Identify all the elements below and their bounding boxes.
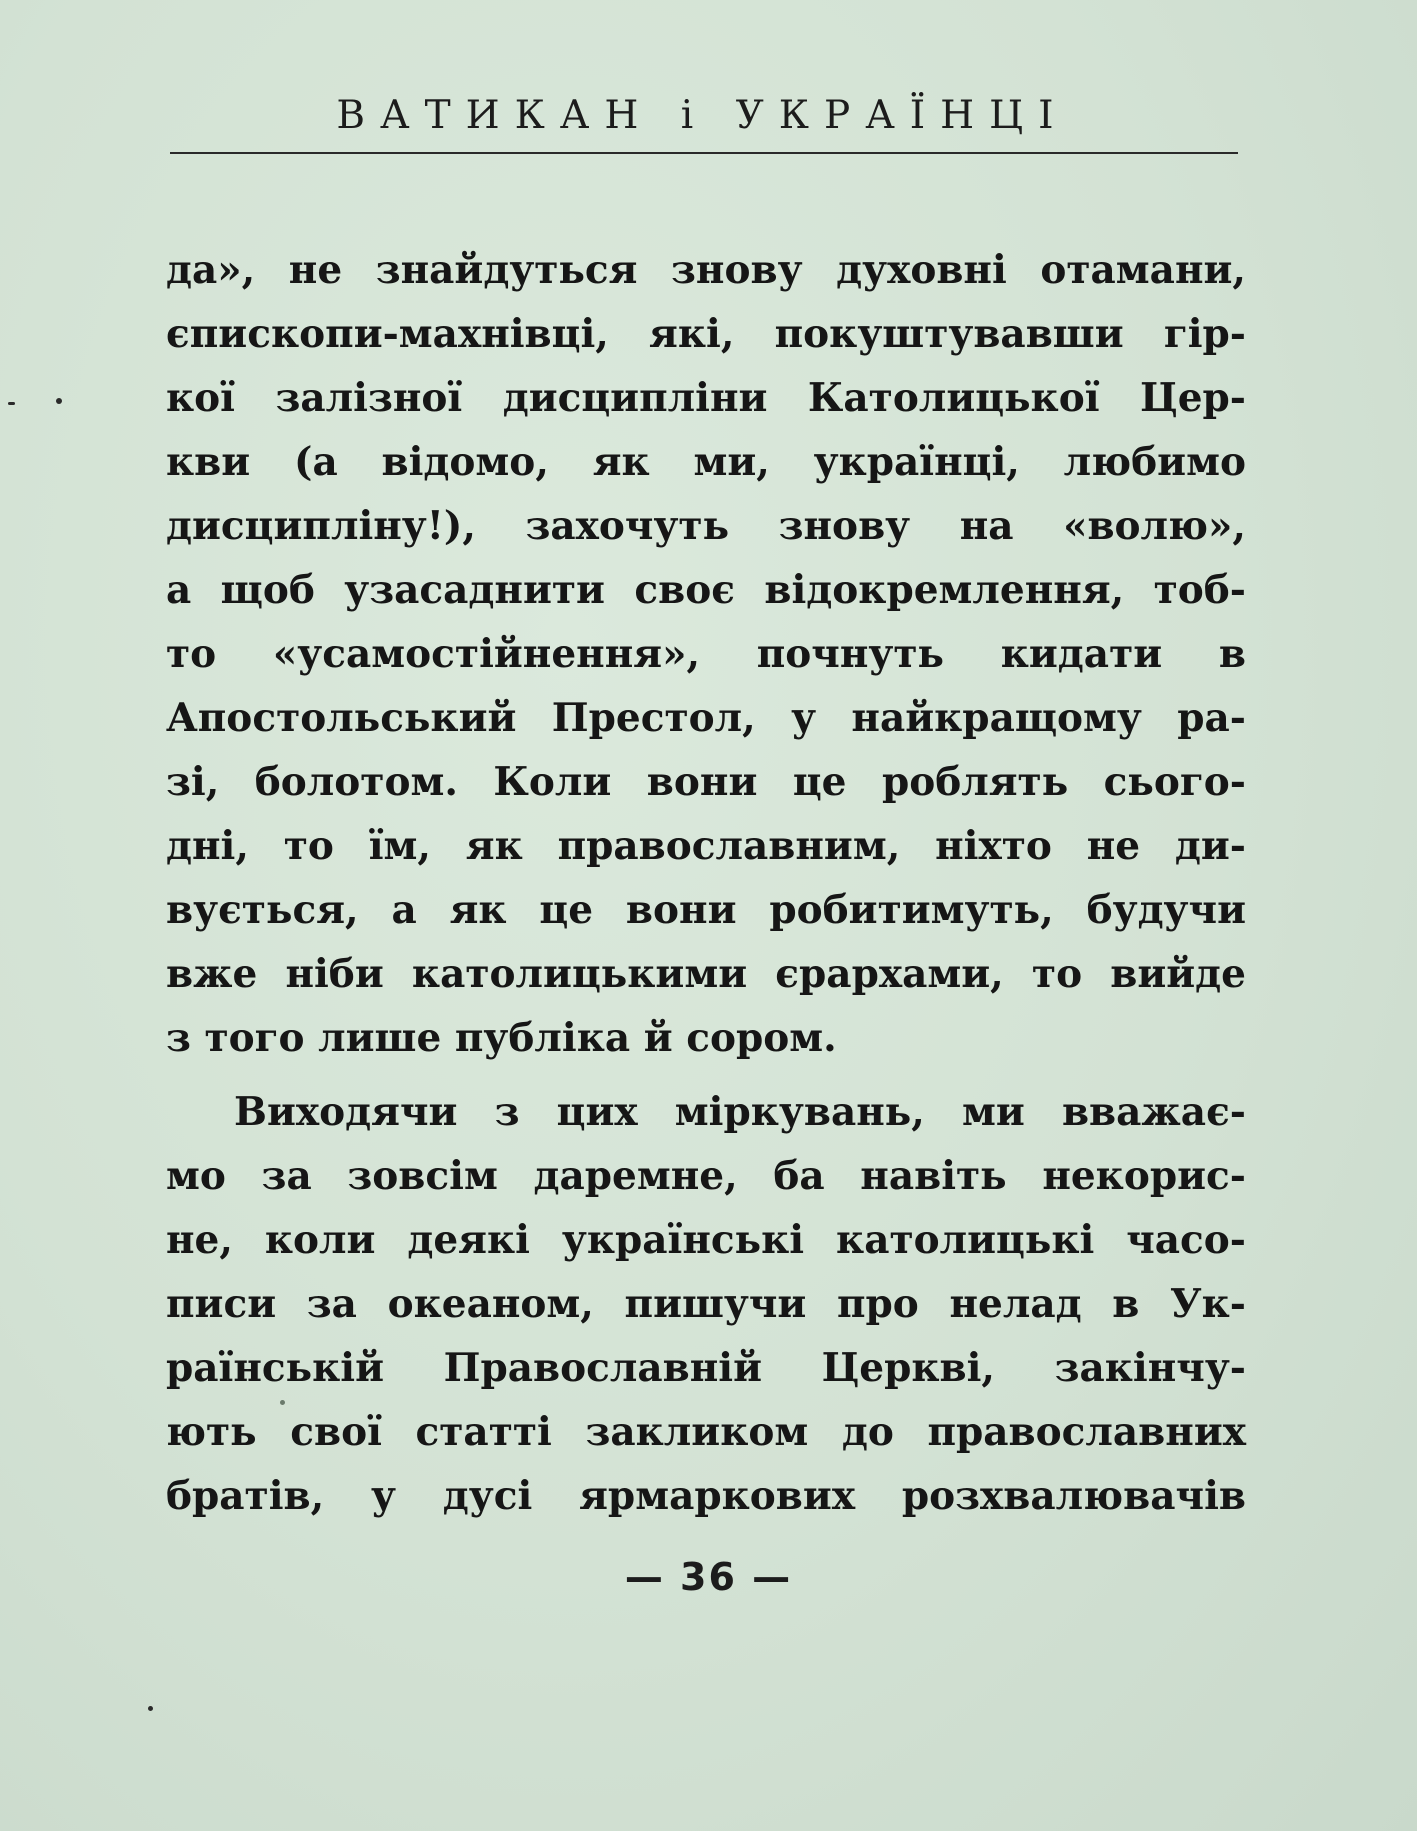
text-line: з того лише публіка й сором. [166, 1015, 837, 1061]
text-line: не, коли деякі українські католицькі часо- [166, 1217, 1246, 1263]
body-text [166, 238, 1246, 1528]
paragraph-1 [166, 238, 1246, 1070]
text-line: кої залізної дисципліни Католицької Цер- [166, 375, 1246, 421]
paper-speck [148, 1706, 153, 1711]
paper-speck [280, 1400, 285, 1405]
text-line: дні, то їм, як православним, ніхто не ди- [166, 823, 1246, 869]
text-line: писи за океаном, пишучи про нелад в Ук- [166, 1281, 1246, 1327]
paper-speck [8, 402, 15, 405]
text-line: єпископи-махнівці, які, покуштувавши гір- [166, 311, 1246, 357]
text-line: Виходячи з цих міркувань, ми вважає- [234, 1089, 1246, 1135]
text-line: ють свої статті закликом до православних [166, 1409, 1246, 1455]
text-line: братів, у дусі ярмаркових розхвалювачів [166, 1473, 1246, 1519]
page-number: — 36 — [624, 1555, 793, 1599]
paper-speck [56, 398, 62, 404]
text-line: а щоб узасаднити своє відокремлення, тоб- [166, 567, 1246, 613]
text-line: кви (а відомо, як ми, українці, любимо [166, 439, 1246, 485]
text-line: Апостольський Престол, у найкращому ра- [166, 695, 1246, 741]
header-rule [170, 152, 1238, 154]
paragraph-2 [166, 1080, 1246, 1528]
running-head: ВАТИКАН і УКРАЇНЦІ [336, 93, 1069, 138]
text-line: мо за зовсім даремне, ба навіть некорис- [166, 1153, 1246, 1199]
text-line: раїнській Православній Церкві, закінчу- [166, 1345, 1246, 1391]
text-line: то «усамостійнення», почнуть кидати в [166, 631, 1246, 677]
text-line: дисципліну!), захочуть знову на «волю», [166, 503, 1246, 549]
text-line: вже ніби католицькими єрархами, то вийде [166, 951, 1246, 997]
text-line: вується, а як це вони робитимуть, будучи [166, 887, 1246, 933]
text-line: зі, болотом. Коли вони це роблять сього- [166, 759, 1246, 805]
text-line: да», не знайдуться знову духовні отамани, [166, 247, 1246, 293]
